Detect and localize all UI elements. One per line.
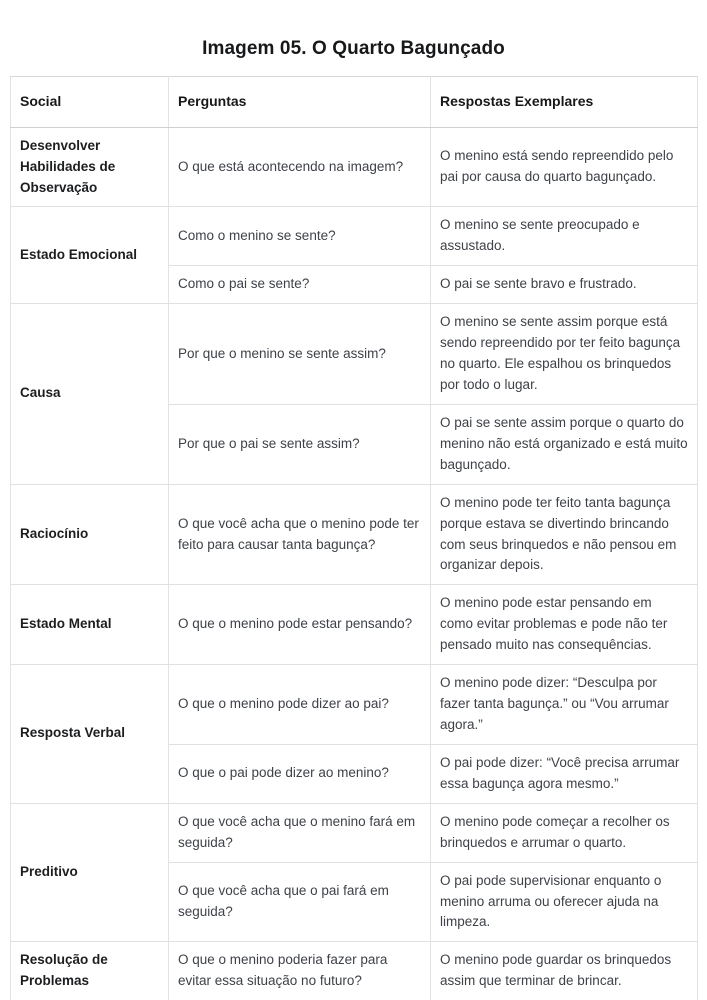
table-row [11,484,698,585]
answer-cell: O menino pode dizer: “Desculpa por fazer tanta bagunça.” ou “Vou arrumar agora.” [431,665,698,745]
column-header-perguntas: Perguntas [169,77,431,128]
answer-cell: O menino se sente preocupado e assustado. [431,207,698,266]
section-label-cell: Raciocínio [11,484,169,585]
answer-cell: O menino pode ter feito tanta bagunça porque estava se divertindo brincando com seus brinquedos e não pensou em organizar depois. [431,484,698,585]
question-cell: O que o menino pode estar pensando? [169,585,431,665]
question-cell: Como o pai se sente? [169,266,431,304]
answer-cell: O menino pode começar a recolher os brinquedos e arrumar o quarto. [431,803,698,862]
section-label-cell: Resolução de Problemas [11,942,169,1000]
table-row [11,665,698,745]
section-label-cell: Estado Emocional [11,207,169,304]
question-cell: O que o menino pode dizer ao pai? [169,665,431,745]
answer-cell: O pai se sente assim porque o quarto do menino não está organizado e está muito bagunçado. [431,404,698,484]
answer-cell: O menino se sente assim porque está sendo repreendido por ter feito bagunça no quarto. Ele espalhou os brinquedos por todo o lugar. [431,304,698,405]
table-row [11,803,698,862]
answer-cell: O pai se sente bravo e frustrado. [431,266,698,304]
question-cell: O que você acha que o menino fará em seguida? [169,803,431,862]
question-cell: Por que o menino se sente assim? [169,304,431,405]
section-label-cell: Preditivo [11,803,169,942]
table-row [11,585,698,665]
question-cell: Por que o pai se sente assim? [169,404,431,484]
question-cell: O que você acha que o pai fará em seguida? [169,862,431,942]
header-row [11,77,698,128]
question-cell: Como o menino se sente? [169,207,431,266]
answer-cell: O menino pode guardar os brinquedos assim que terminar de brincar. [431,942,698,1000]
table-row [11,207,698,266]
table-row [11,942,698,1000]
question-cell: O que o pai pode dizer ao menino? [169,744,431,803]
social-skills-table [10,76,698,1000]
column-header-respostas: Respostas Exemplares [431,77,698,128]
section-label-cell: Estado Mental [11,585,169,665]
question-cell: O que você acha que o menino pode ter feito para causar tanta bagunça? [169,484,431,585]
section-label-cell: Resposta Verbal [11,665,169,804]
answer-cell: O menino está sendo repreendido pelo pai por causa do quarto bagunçado. [431,127,698,207]
question-cell: O que está acontecendo na imagem? [169,127,431,207]
answer-cell: O pai pode supervisionar enquanto o menino arruma ou oferecer ajuda na limpeza. [431,862,698,942]
answer-cell: O menino pode estar pensando em como evitar problemas e pode não ter pensado muito nas consequências. [431,585,698,665]
page-title: Imagem 05. O Quarto Bagunçado [202,38,505,59]
table-row [11,304,698,405]
section-label-cell: Causa [11,304,169,484]
answer-cell: O pai pode dizer: “Você precisa arrumar essa bagunça agora mesmo.” [431,744,698,803]
table-row [11,127,698,207]
question-cell: O que o menino poderia fazer para evitar essa situação no futuro? [169,942,431,1000]
section-label-cell: Desenvolver Habilidades de Observação [11,127,169,207]
column-header-social: Social [11,77,169,128]
